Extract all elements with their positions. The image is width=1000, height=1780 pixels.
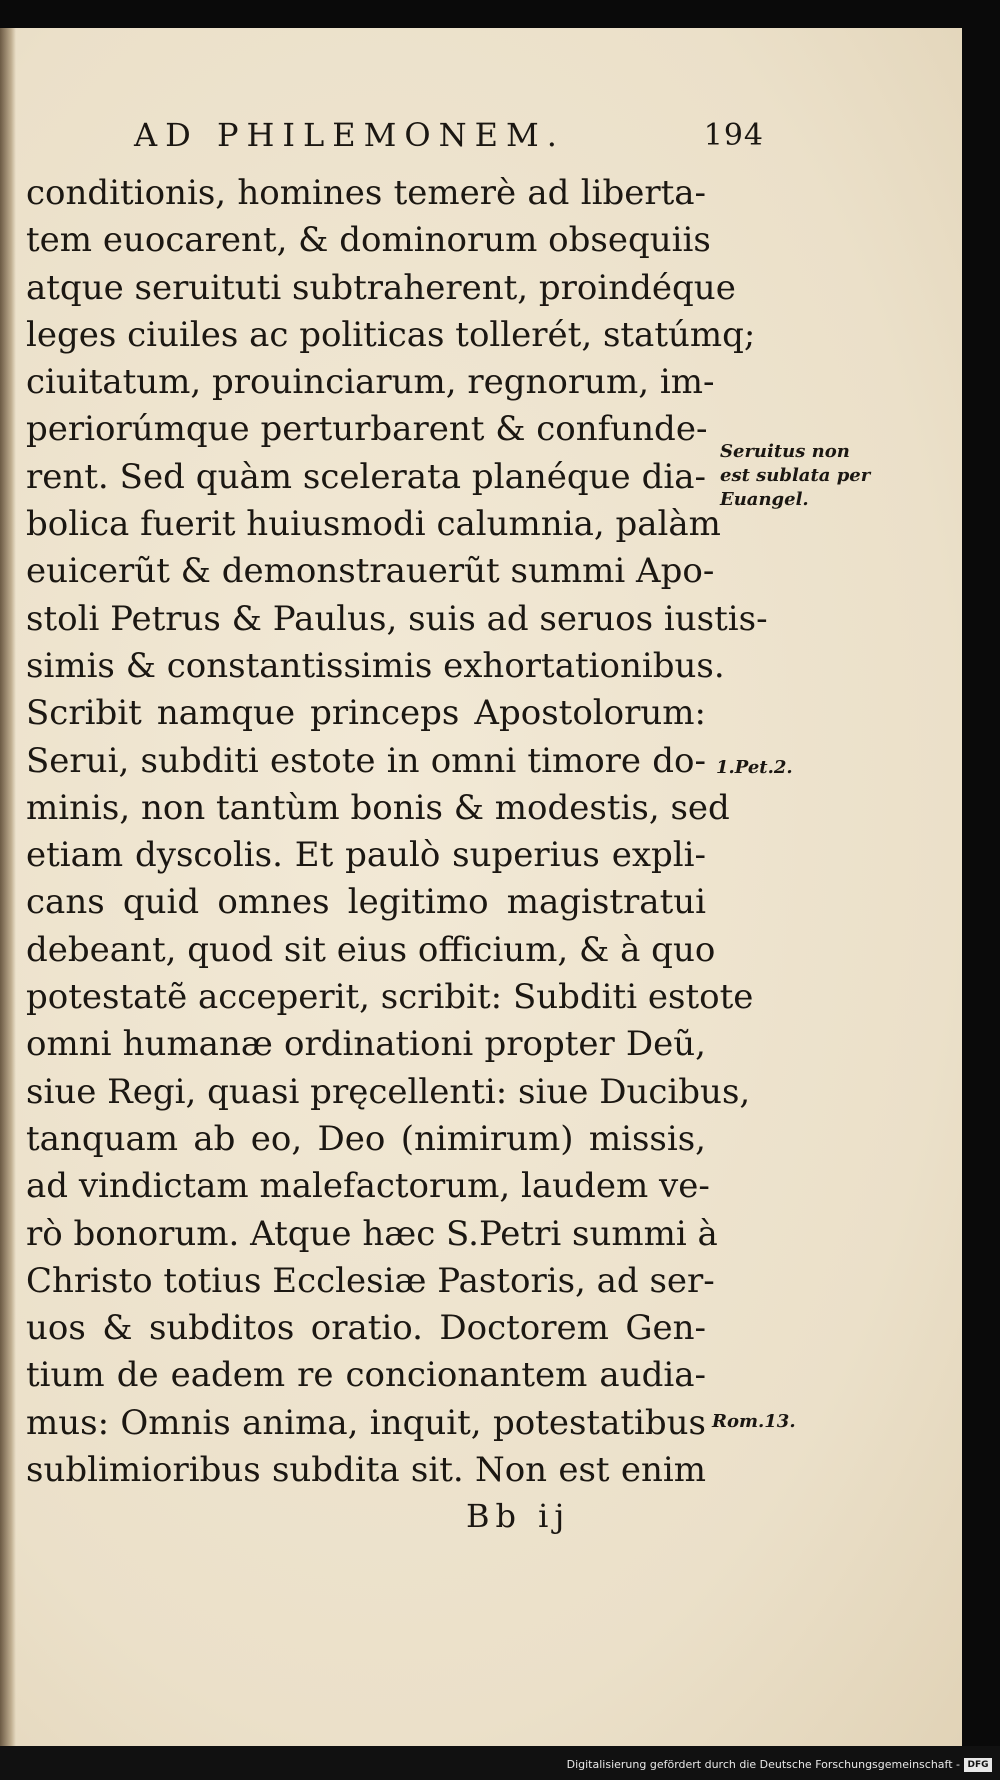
text-line: leges ciuiles ac politicas tollerét, statúmq; (26, 314, 756, 355)
text-line: simis & constantissimis exhortationibus. (26, 645, 725, 686)
text-line: bolica fuerit huiusmodi calumnia, palàm (26, 504, 721, 545)
text-line: tanquam ab eo, Deo (nimirum) missis, (26, 1118, 706, 1159)
text-line: Christo totius Ecclesiæ Pastoris, ad ser- (26, 1260, 715, 1301)
margin-note-line: Euangel. (720, 489, 809, 510)
text-line: debeant, quod sit eius officium, & à quo (26, 929, 716, 970)
text-line: potestatẽ acceperit, scribit: Subditi estote (26, 977, 754, 1018)
text-line: omni humanæ ordinationi propter Deũ, (26, 1024, 706, 1065)
margin-note-line: Seruitus non (720, 441, 850, 462)
funding-notice: Digitalisierung gefördert durch die Deutsche Forschungsgemeinschaft - (566, 1758, 960, 1771)
text-line: cans quid omnes legitimo magistratui (26, 882, 706, 923)
text-line: etiam dyscolis. Et paulò superius expli- (26, 835, 706, 876)
signature-mark: Bb ij (466, 1497, 571, 1535)
running-title: AD PHILEMONEM. (134, 116, 565, 154)
text-line: rò bonorum. Atque hæc S.Petri summi à (26, 1213, 718, 1254)
text-line: rent. Sed quàm scelerata planéque dia- (26, 456, 706, 497)
text-line: atque seruituti subtraherent, proindéque (26, 267, 736, 308)
text-line: euicerũt & demonstrauerũt summi Apo- (26, 551, 715, 592)
text-line: Scribit namque princeps Apostolorum: (26, 693, 706, 734)
text-line: uos & subditos oratio. Doctorem Gen- (26, 1308, 706, 1349)
text-line: ciuitatum, prouinciarum, regnorum, im- (26, 362, 715, 403)
text-line: stoli Petrus & Paulus, suis ad seruos iustis- (26, 598, 768, 639)
text-line: mus: Omnis anima, inquit, potestatibus (26, 1402, 706, 1443)
text-line: minis, non tantùm bonis & modestis, sed (26, 787, 730, 828)
margin-note-line: Rom.13. (712, 1411, 796, 1432)
text-line: Serui, subditi estote in omni timore do- (26, 740, 706, 781)
margin-note-line: 1.Pet.2. (716, 757, 793, 778)
text-line: tem euocarent, & dominorum obsequiis (26, 220, 711, 261)
text-line: ad vindictam malefactorum, laudem ve- (26, 1166, 710, 1207)
margin-note-line: est sublata per (720, 465, 871, 486)
margin-note-romans (712, 1410, 796, 1434)
page-number: 194 (703, 118, 764, 153)
text-line: periorúmque perturbarent & confunde- (26, 409, 708, 450)
text-line: tium de eadem re concionantem audia- (26, 1355, 706, 1396)
margin-note-seruitus (720, 440, 870, 512)
text-line: siue Regi, quasi pręcellenti: siue Ducibus, (26, 1071, 751, 1112)
page-gutter-shadow (0, 28, 16, 1746)
text-line: sublimioribus subdita sit. Non est enim (26, 1450, 706, 1491)
dfg-logo: DFG (964, 1758, 992, 1772)
text-line: conditionis, homines temerè ad liberta- (26, 173, 706, 213)
margin-note-peter (716, 756, 793, 780)
footer-bar (0, 1746, 1000, 1780)
